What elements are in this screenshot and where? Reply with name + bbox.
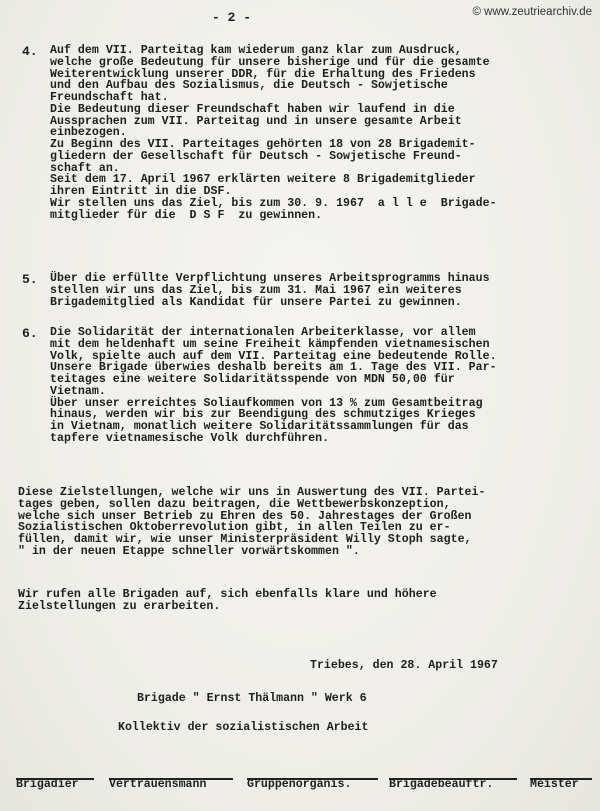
text-line: welche große Bedeutung für unsere bisherige und für die gesamte — [50, 55, 490, 69]
text-line: einbezogen. — [50, 126, 127, 140]
section-5-text — [50, 273, 490, 308]
text-line: Auf dem VII. Parteitag kam wiederum ganz klar zum Ausdruck, — [50, 44, 462, 57]
text-line: Volk, spielte auch auf dem VII. Parteitag eine bedeutende Rolle. — [50, 349, 497, 363]
text-line: Über unser erreichtes Soliaufkommen von 13 % zum Gesamtbeitrag — [50, 396, 483, 410]
text-line: Weiterentwicklung unserer DDR, für die Erhaltung des Friedens — [50, 67, 476, 81]
text-line: tapfere vietnamesische Volk durchführen. — [50, 431, 330, 445]
appeal-paragraph — [18, 589, 437, 613]
text-line: welche sich unser Betrieb zu Ehren des 50. Jahrestages der Großen — [18, 509, 472, 523]
text-line: Diese Zielstellungen, welche wir uns in Auswertung des VII. Partei- — [18, 486, 486, 499]
signature-label-meister: Meister — [530, 778, 579, 791]
text-line: Sozialistischen Oktoberrevolution gibt, in allen Teilen zu er- — [18, 521, 451, 535]
text-line: Über die erfüllte Verpflichtung unseres Arbeitsprogramms hinaus — [50, 272, 490, 285]
text-line: Aussprachen zum VII. Parteitag und in unsere gesamte Arbeit — [50, 114, 462, 128]
place-date: Triebes, den 28. April 1967 — [310, 659, 498, 672]
page-number: - 2 - — [212, 10, 252, 25]
text-line: Seit dem 17. April 1967 erklärten weitere 8 Brigademitglieder — [50, 173, 476, 187]
signature-label-gruppenorganisator: Gruppenorganis. — [247, 778, 352, 791]
signature-line-row — [16, 778, 592, 792]
text-line: Die Solidarität der internationalen Arbeiterklasse, vor allem — [50, 326, 476, 339]
brigade-name: Brigade " Ernst Thälmann " Werk 6 — [137, 692, 367, 705]
text-line: schaft an. — [50, 161, 120, 175]
text-line: tages geben, sollen dazu beitragen, die Wettbewerbskonzeption, — [18, 497, 451, 511]
text-line: ihren Eintritt in die DSF. — [50, 185, 232, 198]
text-line: Vietnam. — [50, 384, 106, 398]
section-4-text — [50, 45, 497, 221]
text-line: füllen, damit wir, wie unser Ministerpräsident Willy Stoph sagte, — [18, 533, 472, 546]
text-line: gliedern der Gesellschaft für Deutsch - Sowjetische Freund- — [50, 149, 462, 163]
watermark: © www.zeutriearchiv.de — [472, 6, 592, 18]
text-line: mit dem heldenhaft um seine Freiheit kämpfenden vietnamesischen — [50, 337, 490, 351]
section-4-number: 4. — [22, 44, 38, 59]
text-line: Freundschaft hat. — [50, 91, 169, 104]
text-line: hinaus, werden wir bis zur Beendigung des schmutziges Krieges — [50, 408, 476, 422]
text-line: und den Aufbau des Sozialismus, die Deutsch - Sowjetische — [50, 79, 448, 93]
signature-label-brigadier: Brigadier — [16, 778, 79, 791]
text-line: " in der neuen Etappe schneller vorwärtskommen ". — [18, 544, 360, 558]
text-line: Wir stellen uns das Ziel, bis zum 30. 9. 1967 a l l e Brigade- — [50, 196, 497, 210]
text-line: Zu Beginn des VII. Parteitages gehörten 18 von 28 Brigademit- — [50, 138, 476, 151]
text-line: stellen wir uns das Ziel, bis zum 31. Mai 1967 ein weiteres — [50, 283, 462, 297]
section-6-number: 6. — [22, 326, 38, 341]
text-line: Wir rufen alle Brigaden auf, sich ebenfalls klare und höhere — [18, 588, 437, 601]
closing-paragraph — [18, 487, 485, 558]
text-line: mitglieder für die D S F zu gewinnen. — [50, 208, 323, 222]
text-line: Die Bedeutung dieser Freundschaft haben wir laufend in die — [50, 102, 455, 116]
section-6-text — [50, 327, 497, 445]
text-line: Brigademitglied als Kandidat für unsere Partei zu gewinnen. — [50, 295, 462, 309]
signature-label-brigadebeauftragter: Brigadebeauftr. — [389, 778, 494, 791]
signature-label-vertrauensmann: Vertrauensmann — [109, 778, 207, 791]
text-line: Zielstellungen zu erarbeiten. — [18, 599, 221, 613]
section-5-number: 5. — [22, 272, 38, 287]
text-line: Unsere Brigade überwies deshalb bereits am 1. Tage des VII. Par- — [50, 361, 497, 375]
text-line: teitages eine weitere Solidaritätsspende von MDN 50,00 für — [50, 373, 455, 386]
collective-title: Kollektiv der sozialistischen Arbeit — [118, 721, 369, 734]
text-line: in Vietnam, monatlich weitere Solidaritätssammlungen für das — [50, 420, 469, 433]
